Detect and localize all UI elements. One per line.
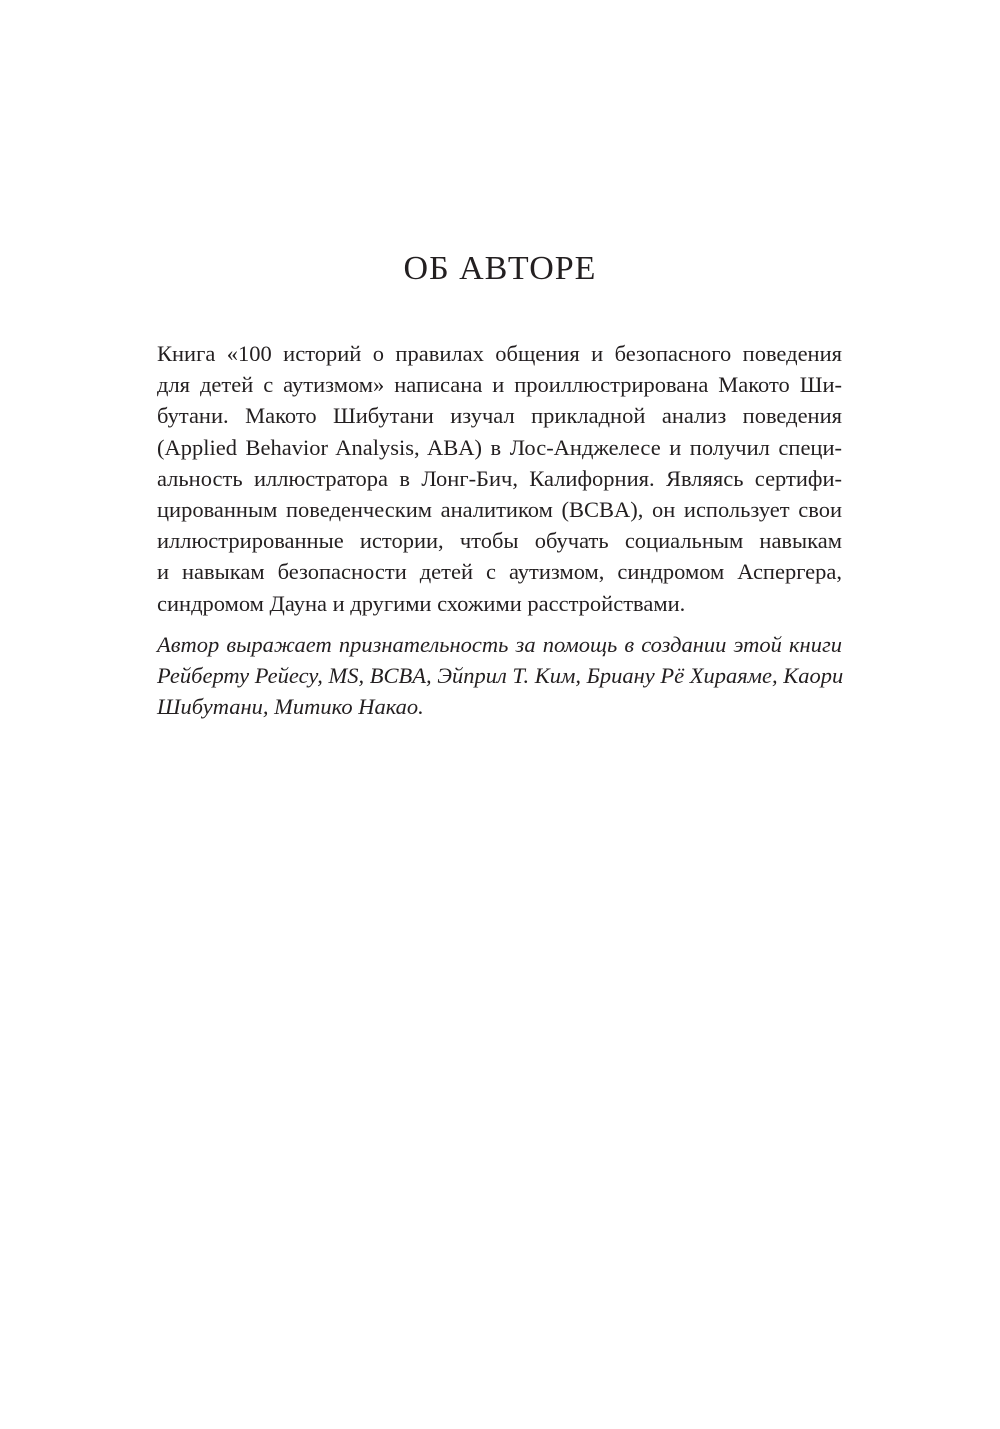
body-line: и навыкам безопасности детей с аутизмом, синдромом Аспергера,	[157, 559, 842, 585]
body-line: синдромом Дауна и другими схожими расстройствами.	[157, 590, 686, 616]
body-line: Книга «100 историй о правилах общения и безопасного поведения	[157, 341, 842, 366]
body-line: иллюстрированные истории, чтобы обучать социальным навыкам	[157, 528, 842, 554]
acknowledgement-line: Рейберту Рейесу, MS, BCBA, Эйприл Т. Ким, Бриану Рё Хираяме, Каори	[157, 662, 844, 688]
body-line: цированным поведенческим аналитиком (BCBA), он использует свои	[157, 496, 842, 522]
body-line: альность иллюстратора в Лонг-Бич, Калифорния. Являясь сертифи-	[157, 465, 842, 491]
body-line: для детей с аутизмом» написана и проиллюстрирована Макото Ши-	[157, 372, 842, 398]
about-author-text	[157, 338, 842, 722]
body-line: бутани. Макото Шибутани изучал прикладной анализ поведения	[157, 403, 842, 429]
biography-paragraph	[157, 338, 842, 619]
acknowledgement-paragraph	[157, 629, 842, 723]
acknowledgement-line: Автор выражает признательность за помощь в создании этой книги	[157, 631, 842, 657]
page-title: ОБ АВТОРЕ	[403, 250, 597, 287]
acknowledgement-line: Шибутани, Митико Накао.	[157, 694, 424, 720]
body-line: (Applied Behavior Analysis, ABA) в Лос-Анджелесе и получил специ-	[157, 434, 842, 460]
